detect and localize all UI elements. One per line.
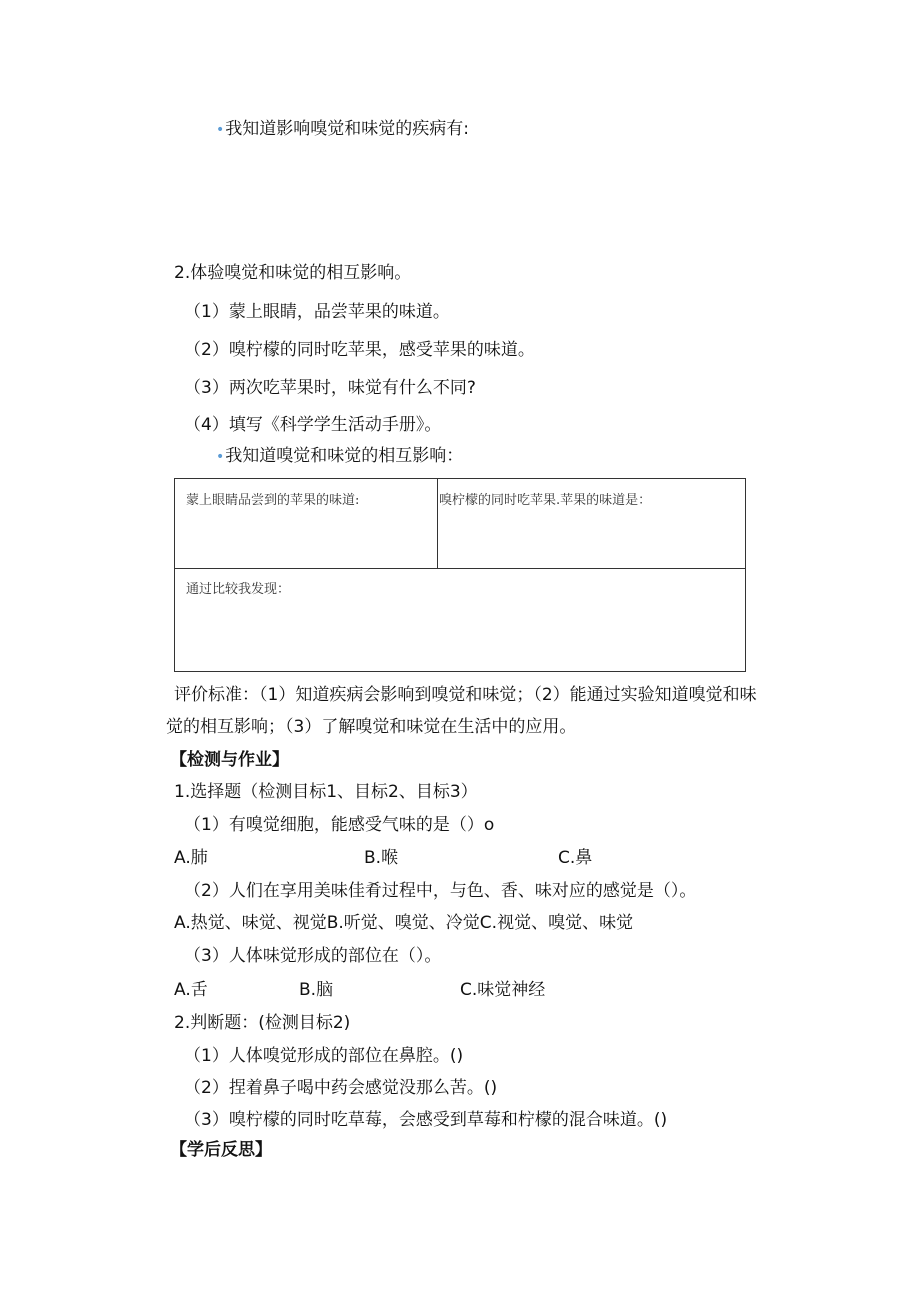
table-vertical-divider — [437, 479, 438, 568]
q2-options: A.热觉、味觉、视觉B.听觉、嗅觉、冷觉C.视觉、嗅觉、味觉 — [174, 913, 634, 933]
evaluation-line-2: 觉的相互影响；（3）了解嗅觉和味觉在生活中的应用。 — [166, 717, 577, 737]
q3-option-c: C.味觉神经 — [460, 980, 546, 1000]
q1-option-b: B.喉 — [364, 848, 399, 868]
q3-option-b: B.脑 — [299, 980, 334, 1000]
experience-step-1: （1）蒙上眼睛，品尝苹果的味道。 — [184, 302, 450, 322]
experience-heading: 2.体验嗅觉和味觉的相互影响。 — [174, 263, 412, 283]
record-table — [174, 478, 746, 672]
q3-option-a: A.舌 — [174, 980, 208, 1000]
q2-stem: （2）人们在享用美味佳肴过程中，与色、香、味对应的感觉是（）。 — [184, 881, 697, 901]
disease-bullet-line — [216, 118, 469, 141]
bullet-dot-icon: • — [216, 449, 225, 465]
q1-option-a: A.肺 — [174, 848, 208, 868]
experience-bullet-line — [216, 445, 463, 468]
q1-option-c: C.鼻 — [558, 848, 593, 868]
bullet-dot-icon: • — [216, 122, 225, 138]
reflection-heading: 【学后反思】 — [170, 1140, 272, 1160]
experience-step-2: （2）嗅柠檬的同时吃苹果，感受苹果的味道。 — [184, 340, 535, 360]
q1-stem: （1）有嗅觉细胞，能感受气味的是（）o — [184, 815, 495, 835]
evaluation-line-1: 评价标准：（1）知道疾病会影响到嗅觉和味觉；（2）能通过实验知道嗅觉和味 — [174, 685, 757, 705]
judge-item-1: （1）人体嗅觉形成的部位在鼻腔。() — [184, 1046, 464, 1066]
homework-heading: 【检测与作业】 — [170, 750, 289, 770]
q3-stem: （3）人体味觉形成的部位在（）。 — [184, 946, 442, 966]
experience-bullet-text: 我知道嗅觉和味觉的相互影响： — [225, 446, 464, 466]
table-cell-compare: 通过比较我发现： — [186, 582, 291, 597]
table-horizontal-divider — [175, 568, 745, 569]
disease-bullet-text: 我知道影响嗅觉和味觉的疾病有: — [225, 119, 469, 139]
judge-item-2: （2）捏着鼻子喝中药会感觉没那么苦。() — [184, 1078, 498, 1098]
table-cell-blindfold: 蒙上眼睛品尝到的苹果的味道: — [186, 493, 360, 508]
judge-heading: 2.判断题：(检测目标2) — [174, 1013, 351, 1033]
experience-step-4: （4）填写《科学学生活动手册》。 — [184, 415, 442, 435]
choice-heading: 1.选择题（检测目标1、目标2、目标3） — [174, 782, 478, 802]
table-cell-lemon: 嗅柠檬的同时吃苹果.苹果的味道是： — [439, 493, 652, 508]
judge-item-3: （3）嗅柠檬的同时吃草莓，会感受到草莓和柠檬的混合味道。() — [184, 1110, 668, 1130]
experience-step-3: （3）两次吃苹果时，味觉有什么不同? — [184, 378, 476, 398]
